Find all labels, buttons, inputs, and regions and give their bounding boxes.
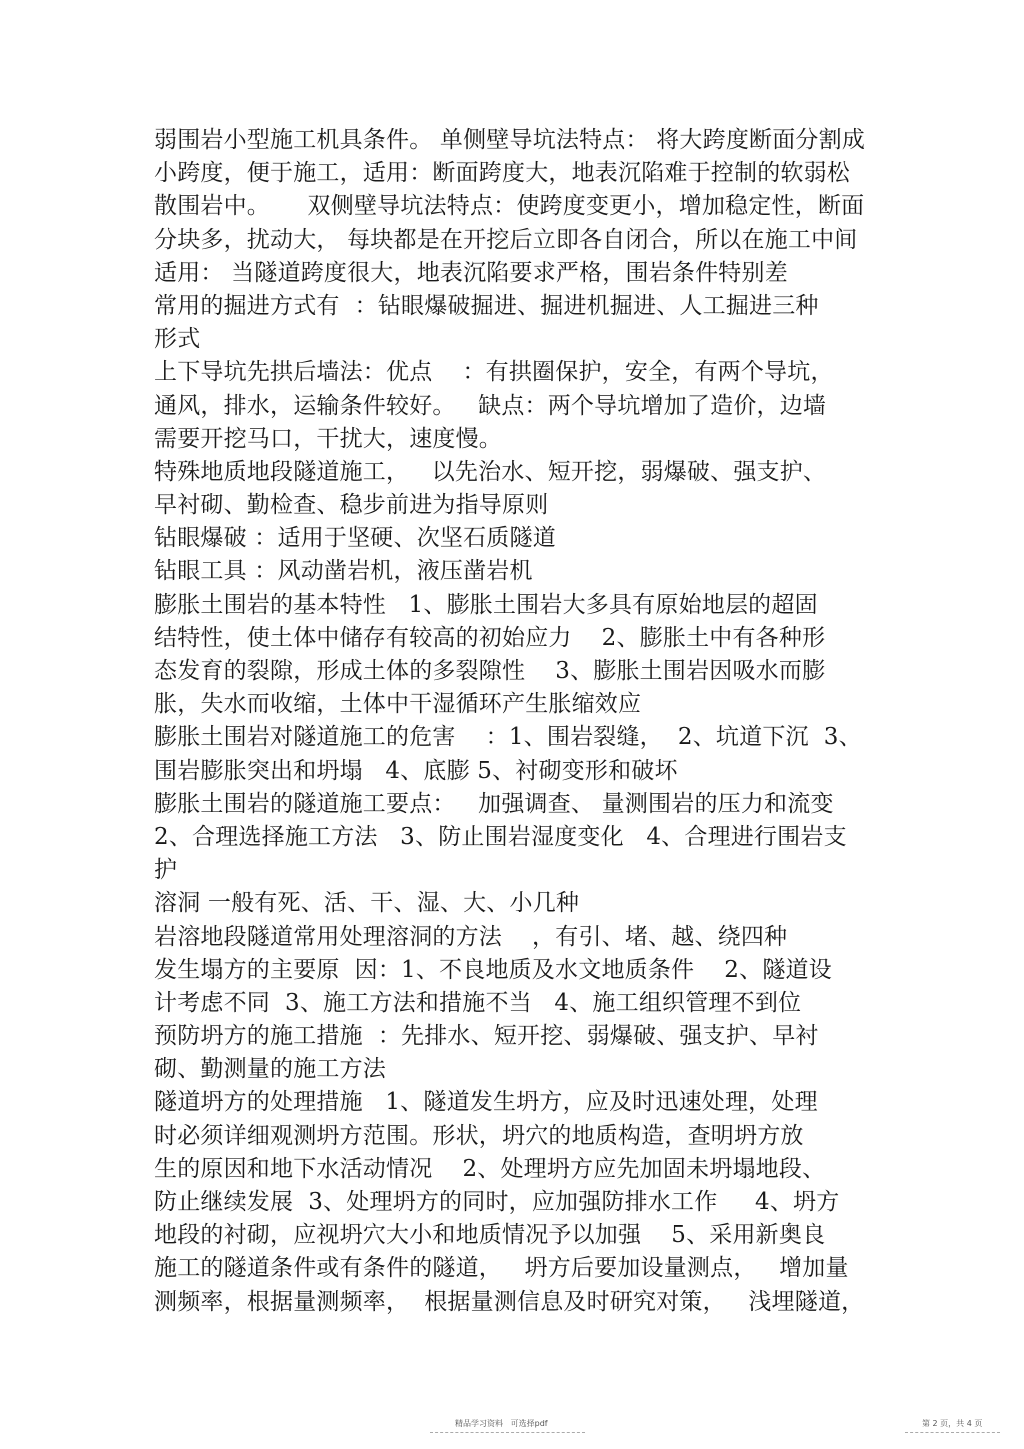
text-line: 岩溶地段隧道常用处理溶洞的方法 ，有引、堵、越、绕四种 xyxy=(154,923,788,950)
text-line: 通风，排水，运输条件较好。 缺点：两个导坑增加了造价，边墙 xyxy=(154,392,827,419)
text-line: 胀，失水而收缩，土体中干湿循环产生胀缩效应 xyxy=(154,691,642,718)
text-line: 早衬砌、勤检查、稳步前进为指导原则 xyxy=(154,492,549,519)
text-line: 溶洞 一般有死、活、干、湿、大、小几种 xyxy=(154,890,580,917)
text-line: 弱围岩小型施工机具条件。 单侧壁导坑法特点： 将大跨度断面分割成 xyxy=(154,127,866,153)
text-line: 计考虑不同 3、施工方法和措施不当 4、施工组织管理不到位 xyxy=(154,989,802,1016)
text-line: 小跨度，便于施工，适用：断面跨度大，地表沉陷难于控制的软弱松 xyxy=(154,160,850,187)
text-line: 常用的掘进方式有 ：钻眼爆破掘进、掘进机掘进、人工掘进三种 xyxy=(154,292,819,319)
text-line: 预防坍方的施工措施 ：先排水、短开挖、弱爆破、强支护、早衬 xyxy=(154,1023,819,1050)
footer-left-divider xyxy=(430,1432,585,1433)
text-line: 适用： 当隧道跨度很大，地表沉陷要求严格，围岩条件特别差 xyxy=(154,259,788,286)
text-line: 钻眼爆破 ：适用于坚硬、次坚石质隧道 xyxy=(154,525,556,552)
text-line: 态发育的裂隙，形成土体的多裂隙性 3、膨胀土围岩因吸水而膨 xyxy=(154,658,826,684)
text-line: 特殊地质地段隧道施工， 以先治水、短开挖，弱爆破、强支护、 xyxy=(154,458,827,485)
text-line: 隧道坍方的处理措施 1、隧道发生坍方，应及时迅速处理，处理 xyxy=(154,1089,818,1116)
footer-watermark-text: 精品学习资料 可选择pdf xyxy=(455,1419,548,1428)
page-body xyxy=(154,124,874,1319)
page-number: 第 2 页，共 4 页 xyxy=(922,1419,983,1428)
text-line: 结特性，使土体中储存有较高的初始应力 2、膨胀土中有各种形 xyxy=(154,624,826,651)
text-line: 地段的衬砌，应视坍穴大小和地质情况予以加强 5、采用新奥良 xyxy=(154,1222,826,1249)
text-line: 时必须详细观测坍方范围。形状，坍穴的地质构造，查明坍方放 xyxy=(154,1122,804,1149)
text-line: 膨胀土围岩的基本特性 1、膨胀土围岩大多具有原始地层的超固 xyxy=(154,591,818,618)
footer-right-divider xyxy=(905,1432,1000,1433)
text-line: 围岩膨胀突出和坍塌 4、底膨 5、衬砌变形和破坏 xyxy=(154,757,678,784)
text-line: 膨胀土围岩对隧道施工的危害 ：1、围岩裂缝， 2、坑道下沉 3、 xyxy=(154,724,862,751)
text-line: 测频率，根据量测频率， 根据量测信息及时研究对策， 浅埋隧道， xyxy=(154,1288,865,1315)
text-line: 钻眼工具 ：风动凿岩机，液压凿岩机 xyxy=(154,558,533,585)
text-line: 形式 xyxy=(154,326,201,353)
text-line: 施工的隧道条件或有条件的隧道， 坍方后要加设量测点， 增加量 xyxy=(154,1255,849,1282)
text-line: 发生塌方的主要原 因：1、不良地质及水文地质条件 2、隧道设 xyxy=(154,956,832,983)
text-line: 砌、勤测量的施工方法 xyxy=(154,1056,386,1083)
text-line: 需要开挖马口，干扰大，速度慢。 xyxy=(154,425,502,452)
text-line: 分块多，扰动大， 每块都是在开挖后立即各自闭合，所以在施工中间 xyxy=(154,226,858,253)
text-line: 上下导坑先拱后墙法：优点 ：有拱圈保护，安全，有两个导坑， xyxy=(154,359,834,386)
text-line: 散围岩中。 双侧壁导坑法特点：使跨度变更小，增加稳定性，断面 xyxy=(154,193,865,220)
text-line: 膨胀土围岩的隧道施工要点： 加强调查、 量测围岩的压力和流变 xyxy=(154,790,834,817)
text-line: 2、合理选择施工方法 3、防止围岩湿度变化 4、合理进行围岩支 xyxy=(154,823,847,850)
text-line: 防止继续发展 3、处理坍方的同时，应加强防排水工作 4、坍方 xyxy=(154,1189,840,1215)
text-line: 护 xyxy=(154,857,178,884)
text-line: 生的原因和地下水活动情况 2、处理坍方应先加固未坍塌地段、 xyxy=(154,1155,826,1182)
